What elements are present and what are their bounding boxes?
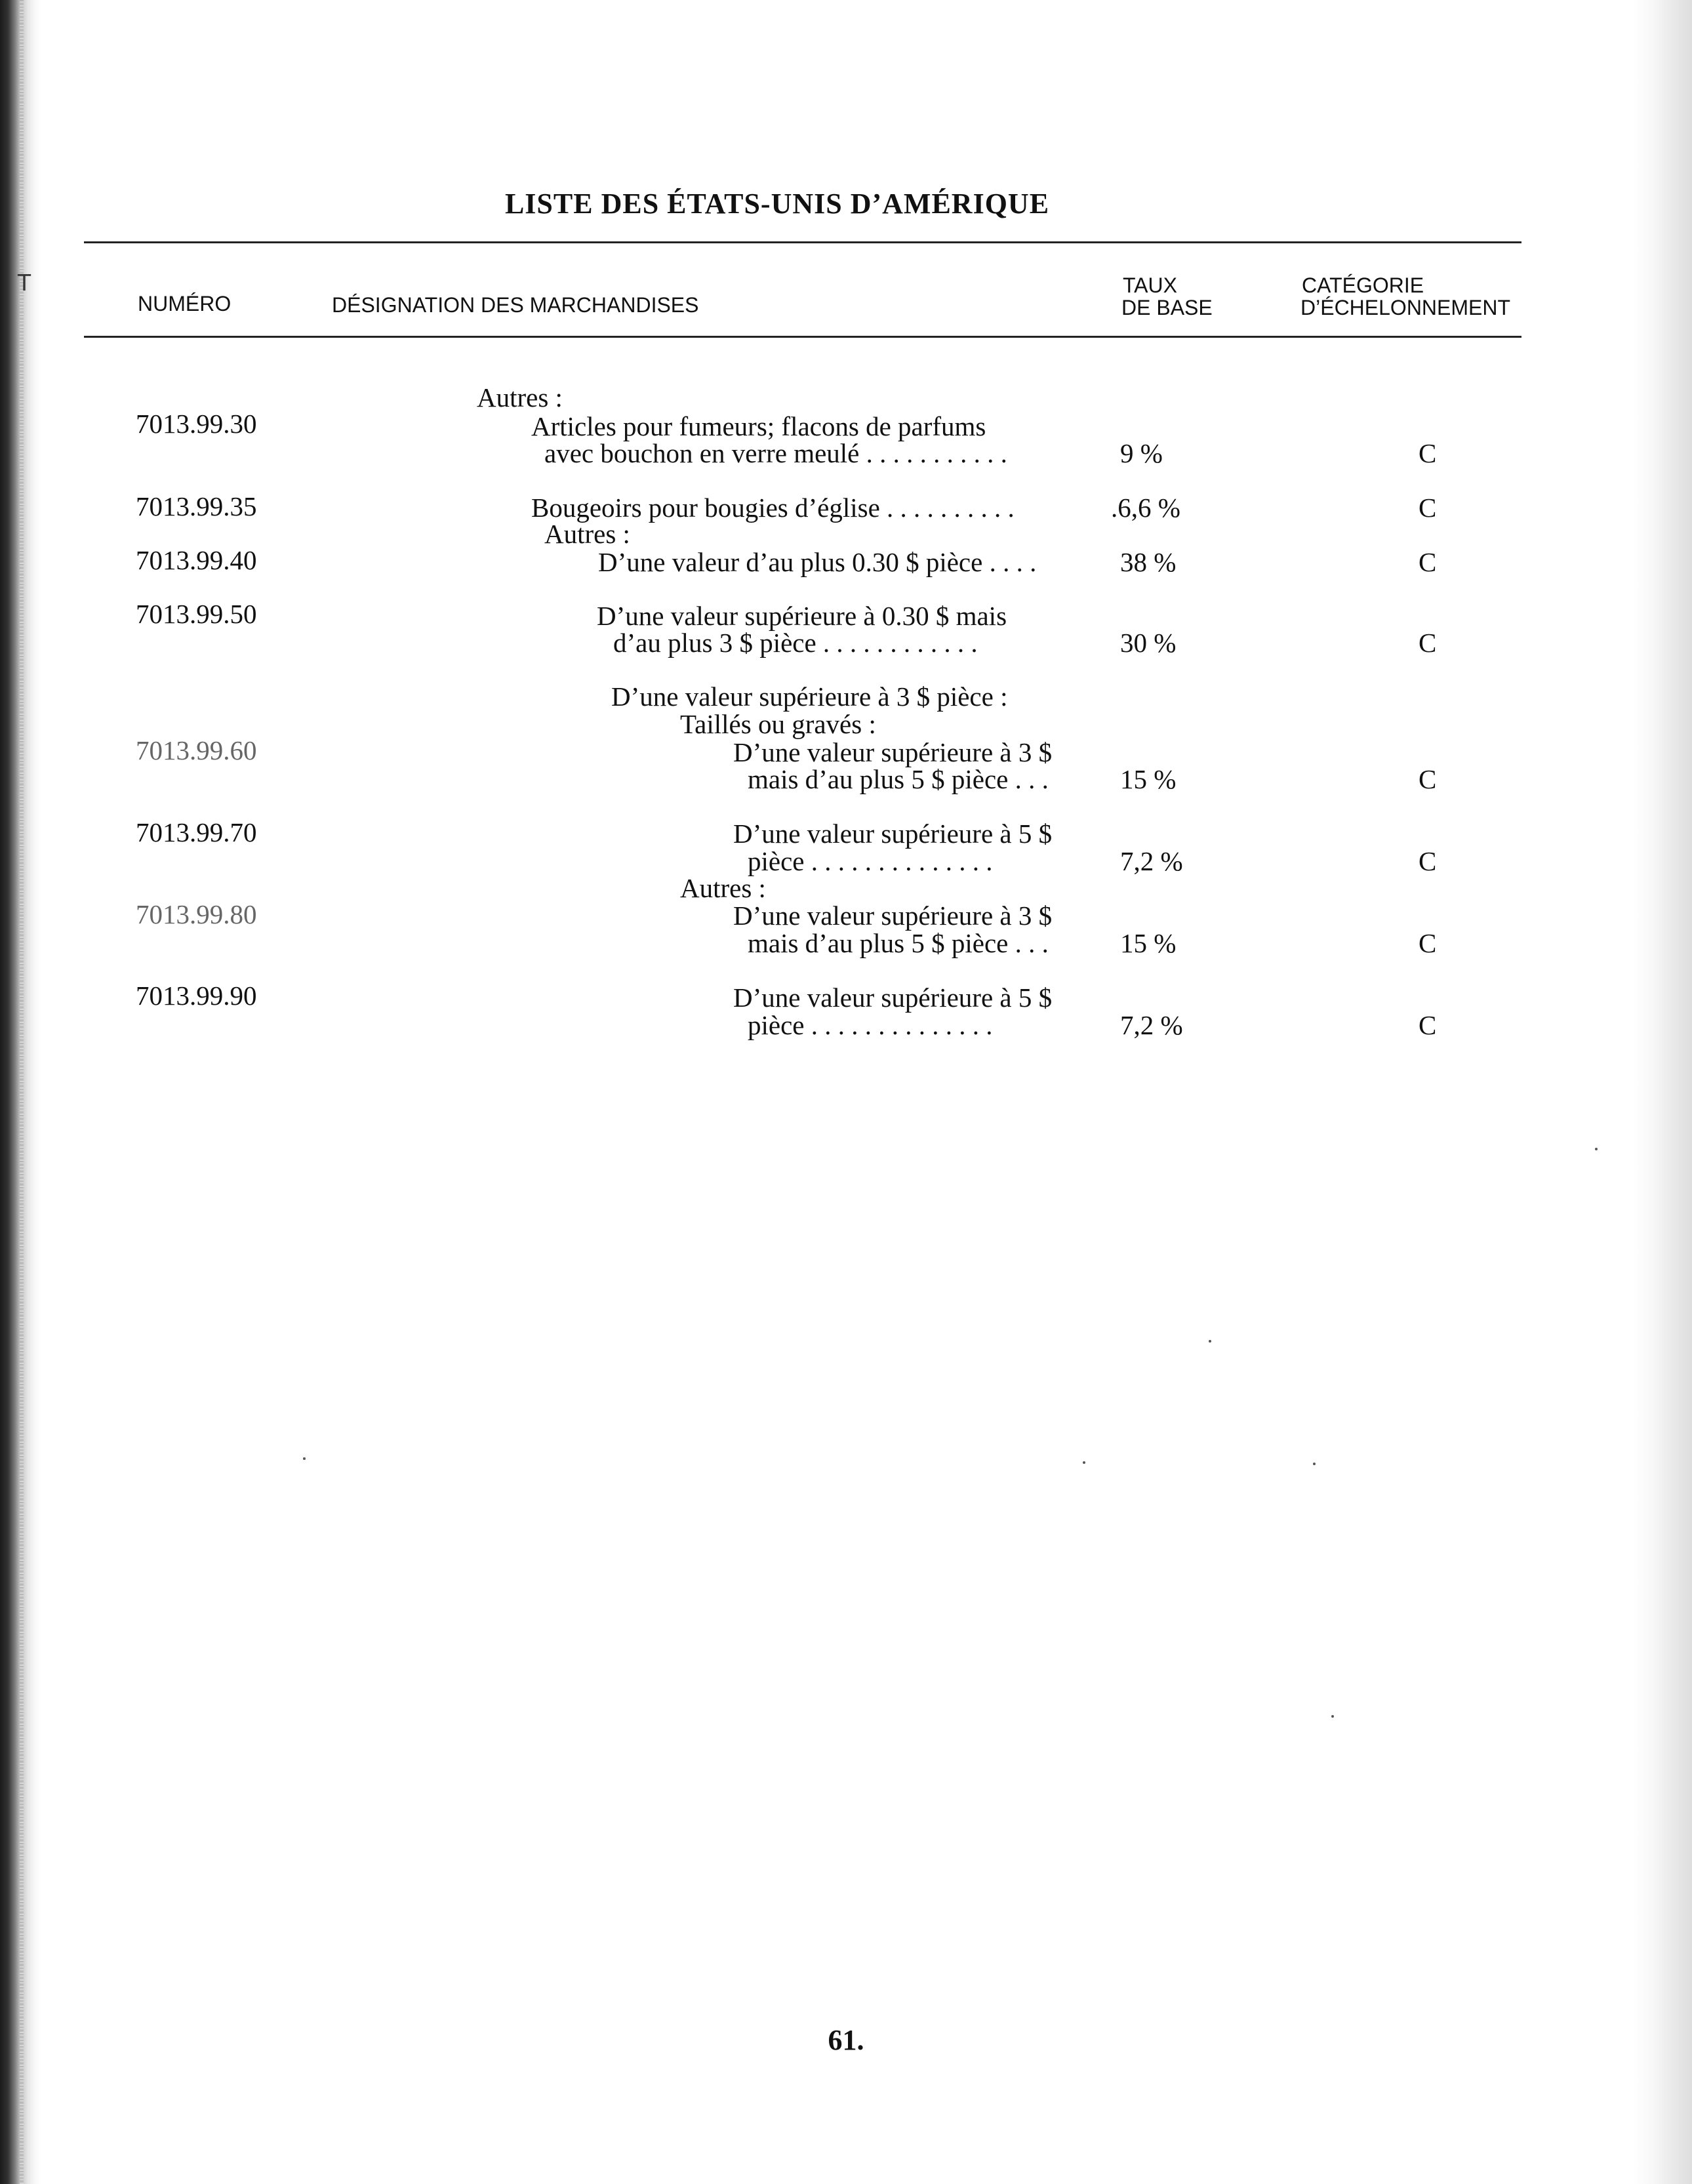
header-rule-top bbox=[84, 241, 1521, 243]
row-text: mais d’au plus 5 $ pièce . . . bbox=[748, 928, 1049, 958]
base-rate: 15 % bbox=[1120, 764, 1177, 794]
row-text: Articles pour fumeurs; flacons de parfums bbox=[531, 411, 986, 441]
staging-category: C bbox=[1419, 846, 1437, 876]
base-rate: 15 % bbox=[1120, 928, 1177, 958]
scan-speck bbox=[1083, 1461, 1085, 1464]
staging-category: C bbox=[1419, 547, 1437, 577]
tariff-number: 7013.99.90 bbox=[136, 981, 257, 1011]
binding-texture bbox=[20, 0, 24, 2184]
base-rate: 38 % bbox=[1120, 547, 1177, 577]
header-taux-line1: TAUX bbox=[1123, 273, 1177, 297]
scan-speck bbox=[1331, 1715, 1334, 1718]
tariff-number: 7013.99.35 bbox=[136, 491, 257, 521]
staging-category: C bbox=[1419, 1010, 1437, 1040]
header-rule-bottom bbox=[84, 336, 1521, 338]
tariff-number: 7013.99.50 bbox=[136, 599, 257, 629]
base-rate: 9 % bbox=[1120, 438, 1163, 468]
scan-speck bbox=[1313, 1463, 1316, 1465]
row-text: Taillés ou gravés : bbox=[680, 709, 876, 739]
tariff-number: 7013.99.80 bbox=[136, 899, 257, 929]
base-rate: 7,2 % bbox=[1120, 846, 1183, 876]
page-number: 61. bbox=[828, 2024, 864, 2056]
row-text: Bougeoirs pour bougies d’église . . . . . . . . . . bbox=[531, 493, 1015, 523]
staging-category: C bbox=[1419, 628, 1437, 658]
scan-speck bbox=[303, 1457, 306, 1460]
row-text: D’une valeur supérieure à 5 $ bbox=[733, 819, 1053, 849]
scan-speck bbox=[1209, 1340, 1211, 1343]
row-text: pièce . . . . . . . . . . . . . . bbox=[748, 1010, 993, 1040]
page-edge-right bbox=[1633, 0, 1692, 2184]
tariff-number: 7013.99.40 bbox=[136, 545, 257, 575]
row-text: D’une valeur supérieure à 3 $ bbox=[733, 737, 1053, 767]
tariff-number: 7013.99.60 bbox=[136, 735, 257, 765]
staging-category: C bbox=[1419, 928, 1437, 958]
base-rate: 7,2 % bbox=[1120, 1010, 1183, 1040]
header-taux-line2: DE BASE bbox=[1121, 296, 1213, 319]
scan-speck bbox=[1595, 1148, 1598, 1150]
header-categorie-line1: CATÉGORIE bbox=[1302, 273, 1424, 297]
row-text: d’au plus 3 $ pièce . . . . . . . . . . . . bbox=[613, 628, 978, 658]
base-rate: .6,6 % bbox=[1111, 493, 1180, 523]
row-text: Autres : bbox=[477, 382, 563, 413]
header-designation: DÉSIGNATION DES MARCHANDISES bbox=[332, 293, 699, 317]
tariff-number: 7013.99.70 bbox=[136, 817, 257, 847]
row-text: Autres : bbox=[680, 873, 766, 903]
row-text: D’une valeur supérieure à 3 $ bbox=[733, 900, 1053, 931]
staging-category: C bbox=[1419, 493, 1437, 523]
staging-category: C bbox=[1419, 764, 1437, 794]
row-text: avec bouchon en verre meulé . . . . . . . . . . . bbox=[544, 438, 1007, 468]
row-text: Autres : bbox=[544, 519, 630, 549]
base-rate: 30 % bbox=[1120, 628, 1177, 658]
tariff-number: 7013.99.30 bbox=[136, 409, 257, 439]
row-text: pièce . . . . . . . . . . . . . . bbox=[748, 846, 993, 876]
page-title: LISTE DES ÉTATS-UNIS D’AMÉRIQUE bbox=[504, 188, 1050, 220]
row-text: D’une valeur supérieure à 3 $ pièce : bbox=[611, 681, 1008, 712]
staging-category: C bbox=[1419, 438, 1437, 468]
row-text: D’une valeur supérieure à 5 $ bbox=[733, 982, 1053, 1013]
margin-mark-t: T bbox=[17, 269, 31, 296]
row-text: mais d’au plus 5 $ pièce . . . bbox=[748, 764, 1049, 794]
header-categorie-line2: D’ÉCHELONNEMENT bbox=[1300, 296, 1511, 319]
header-numero: NUMÉRO bbox=[138, 292, 232, 315]
row-text: D’une valeur d’au plus 0.30 $ pièce . . . . bbox=[598, 547, 1037, 577]
row-text: D’une valeur supérieure à 0.30 $ mais bbox=[597, 601, 1007, 631]
